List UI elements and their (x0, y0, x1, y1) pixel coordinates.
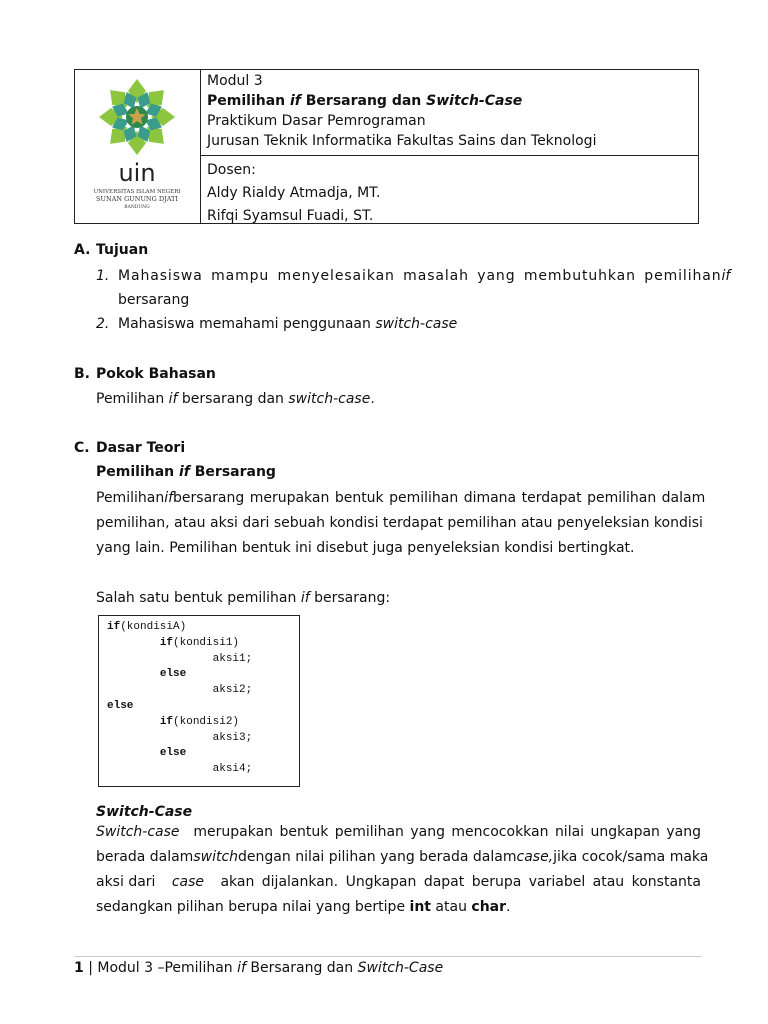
code-line: aksi1; (212, 652, 253, 665)
code-example-box (98, 615, 300, 787)
code-line: aksi2; (212, 684, 253, 697)
paragraph-3-line-3: aksi dari case akan dijalankan. Ungkapan dapat berupa variabel atau konstanta (96, 874, 701, 890)
svg-text:BANDUNG: BANDUNG (124, 205, 150, 210)
section-a-heading: A. Tujuan (74, 242, 149, 258)
module-title: Pemilihan if Bersarang dan Switch-Case (207, 93, 523, 109)
list-number-1: 1. (96, 268, 110, 284)
list-number-2: 2. (96, 316, 110, 332)
dosen-label: Dosen: (207, 162, 256, 178)
paragraph-2: Salah satu bentuk pemilihan if bersarang: (96, 590, 391, 606)
code-line: if(kondisi1) (159, 636, 240, 649)
module-header-table (74, 69, 699, 224)
lecturer-2: Rifqi Syamsul Fuadi, ST. (207, 208, 374, 224)
code-line (107, 668, 186, 680)
logo-wordmark: uin (118, 159, 156, 187)
code-line: if(kondisi2) (159, 715, 240, 728)
page-footer: 1 | Modul 3 –Pemilihan if Bersarang dan Switch-Case (74, 960, 444, 976)
code-line (107, 747, 186, 759)
code-listing (107, 620, 291, 778)
paragraph-3-line-2: berada dalam switch dengan nilai pilihan yang berada dalam case, jika cocok/sama maka (96, 849, 709, 865)
pokok-bahasan-text: Pemilihan if bersarang dan switch-case. (96, 391, 375, 407)
paragraph-3-line-4: sedangkan pilihan berupa nilai yang bertipe int atau char. (96, 899, 511, 915)
paragraph-3-line-1: Switch-case merupakan bentuk pemilihan yang mencocokkan nilai ungkapan yang (96, 824, 701, 840)
tujuan-item-2: Mahasiswa memahami penggunaan switch-case (118, 316, 458, 332)
paragraph-1-line-3: yang lain. Pemilihan bentuk ini disebut juga penyeleksian kondisi bertingkat. (96, 540, 635, 556)
svg-text:SUNAN GUNUNG DJATI: SUNAN GUNUNG DJATI (96, 195, 178, 203)
page-number: 1 (74, 960, 84, 976)
paragraph-1-line-2: pemilihan, atau aksi dari sebuah kondisi terdapat pemilihan atau penyeleksian kondisi (96, 515, 703, 531)
section-c-heading: C. Dasar Teori (74, 440, 186, 456)
code-keyword: else (159, 668, 187, 681)
paragraph-1-line-1: Pemilihan if bersarang merupakan bentuk pemilihan dimana terdapat pemilihan dalam (96, 490, 706, 506)
footer-divider (74, 956, 702, 957)
tujuan-item-1-line-2: bersarang (118, 292, 190, 308)
subheading-switch-case: Switch-Case (96, 804, 193, 820)
subheading-if-bersarang: Pemilihan if Bersarang (96, 464, 276, 480)
tujuan-item-1-line-1: Mahasiswa mampu menyelesaikan masalah yang membutuhkan pemilihan if (118, 268, 731, 284)
lecturer-cell (201, 157, 698, 223)
code-keyword: else (159, 747, 187, 760)
module-info-cell (201, 70, 698, 156)
lecturer-1: Aldy Rialdy Atmadja, MT. (207, 185, 381, 201)
course-name: Praktikum Dasar Pemrograman (207, 113, 426, 129)
code-keyword: if (159, 636, 174, 649)
code-line (107, 700, 133, 712)
code-line: aksi4; (212, 763, 253, 776)
code-keyword: if (107, 621, 121, 633)
section-b-heading: B. Pokok Bahasan (74, 366, 216, 382)
code-line: if(kondisiA) (107, 621, 187, 633)
code-line: aksi3; (212, 731, 253, 744)
module-number: Modul 3 (207, 73, 263, 89)
code-keyword: if (159, 715, 174, 728)
uin-logo (75, 70, 201, 223)
code-keyword: else (107, 699, 134, 712)
department-name: Jurusan Teknik Informatika Fakultas Sains dan Teknologi (207, 133, 597, 149)
svg-text:UNIVERSITAS ISLAM NEGERI: UNIVERSITAS ISLAM NEGERI (93, 189, 181, 195)
